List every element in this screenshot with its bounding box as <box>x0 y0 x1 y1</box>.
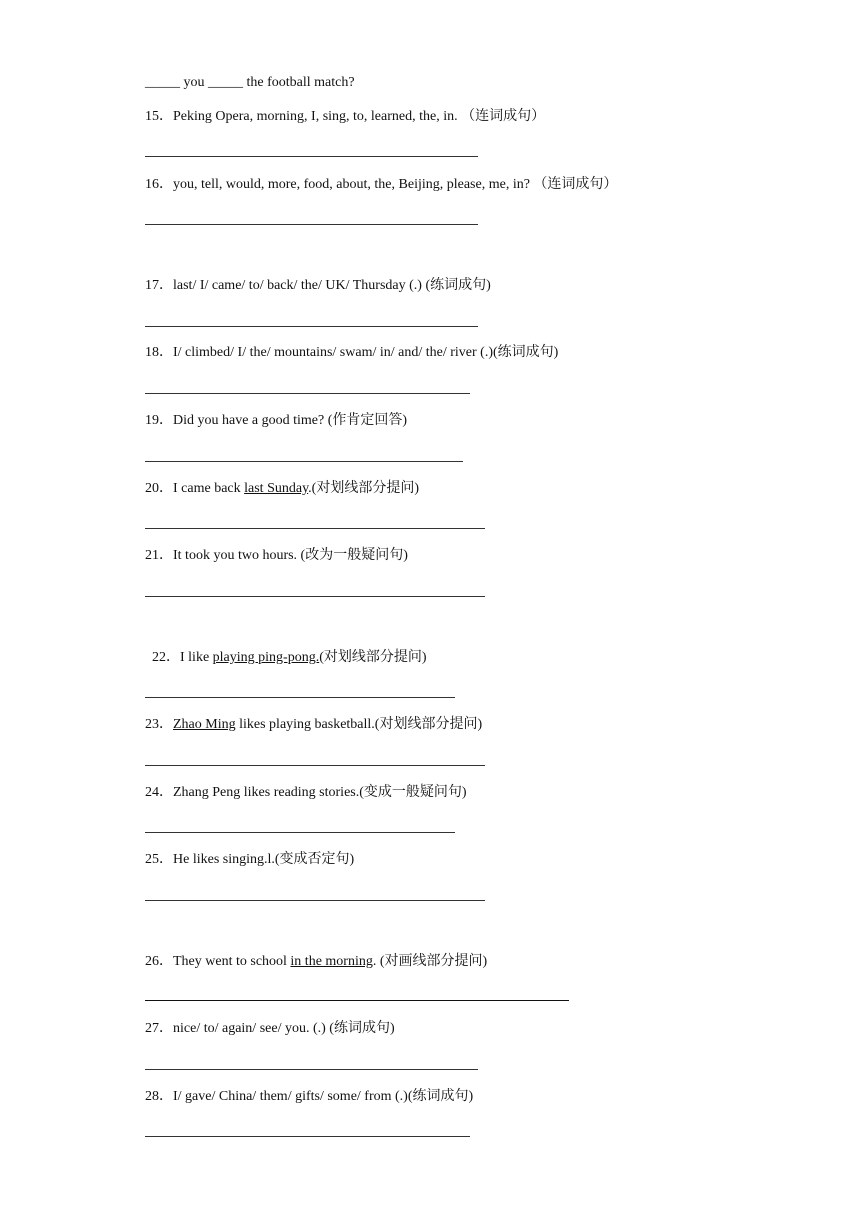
question-21 <box>145 547 408 565</box>
question-number: 19． <box>145 413 173 428</box>
question-number: 25． <box>145 852 173 867</box>
question-text: nice/ to/ again/ see/ you. (.) (练词成句) <box>173 1021 395 1036</box>
answer-line-23[interactable] <box>145 765 485 766</box>
question-25 <box>145 851 354 869</box>
underlined-phrase: last Sunday <box>244 481 309 496</box>
question-23: 23．Zhao Ming likes playing basketball.(对划线部分提问) <box>145 717 483 732</box>
underlined-phrase: in the morning <box>290 954 373 969</box>
question-text: He likes singing.l.(变成否定句) <box>173 852 355 867</box>
q14-blank-1[interactable]: _____ <box>145 75 180 90</box>
question-text: last/ I/ came/ to/ back/ the/ UK/ Thursday (.) (练词成句) <box>173 278 491 293</box>
question-number: 20． <box>145 481 173 496</box>
question-27 <box>145 1020 395 1038</box>
question-number: 17． <box>145 278 173 293</box>
answer-line-25[interactable] <box>145 900 485 901</box>
answer-line-21[interactable] <box>145 596 485 597</box>
answer-line-19[interactable] <box>145 461 463 462</box>
answer-line-28[interactable] <box>145 1136 470 1137</box>
question-19 <box>145 412 407 430</box>
question-text: I/ gave/ China/ them/ gifts/ some/ from (.)(练词成句) <box>173 1089 474 1104</box>
question-text: you, tell, would, more, food, about, the, Beijing, please, me, in? （连词成句） <box>173 177 618 192</box>
question-24 <box>145 784 467 802</box>
answer-line-20[interactable] <box>145 528 485 529</box>
question-text: It took you two hours. (改为一般疑问句) <box>173 548 408 563</box>
question-number: 16． <box>145 177 173 192</box>
question-15 <box>145 108 545 126</box>
question-number: 27． <box>145 1021 173 1036</box>
question-28 <box>145 1088 473 1106</box>
question-number: 22． <box>152 650 180 665</box>
underlined-phrase: Zhao Ming <box>173 717 236 732</box>
question-text: Peking Opera, morning, I, sing, to, learned, the, in. （连词成句） <box>173 109 546 124</box>
q14-blank-2[interactable]: _____ <box>208 75 243 90</box>
answer-line-16[interactable] <box>145 224 478 225</box>
answer-line-27[interactable] <box>145 1069 478 1070</box>
question-number: 28． <box>145 1089 173 1104</box>
answer-line-22[interactable] <box>145 697 455 698</box>
question-number: 23． <box>145 717 173 732</box>
question-20: 20．I came back last Sunday.(对划线部分提问) <box>145 481 419 496</box>
question-text: Did you have a good time? (作肯定回答) <box>173 413 408 428</box>
answer-line-17[interactable] <box>145 326 478 327</box>
q14-line: _____ you _____ the football match? <box>145 75 355 90</box>
question-text: Zhang Peng likes reading stories.(变成一般疑问句) <box>173 785 467 800</box>
question-text: I/ climbed/ I/ the/ mountains/ swam/ in/ and/ the/ river (.)(练词成句) <box>173 345 559 360</box>
answer-line-18[interactable] <box>145 393 470 394</box>
question-number: 18． <box>145 345 173 360</box>
question-number: 15． <box>145 109 173 124</box>
question-number: 24． <box>145 785 173 800</box>
question-number: 21． <box>145 548 173 563</box>
answer-line-26[interactable] <box>145 1000 569 1001</box>
answer-line-24[interactable] <box>145 832 455 833</box>
question-18 <box>145 344 558 362</box>
question-number: 26． <box>145 954 173 969</box>
question-17 <box>145 277 491 295</box>
question-26: 26．They went to school in the morning. (对画线部分提问) <box>145 954 488 969</box>
question-22: 22．I like playing ping-pong.(对划线部分提问) <box>152 650 427 665</box>
question-16 <box>145 176 617 194</box>
underlined-phrase: playing ping-pong. <box>212 650 320 665</box>
answer-line-15[interactable] <box>145 156 478 157</box>
